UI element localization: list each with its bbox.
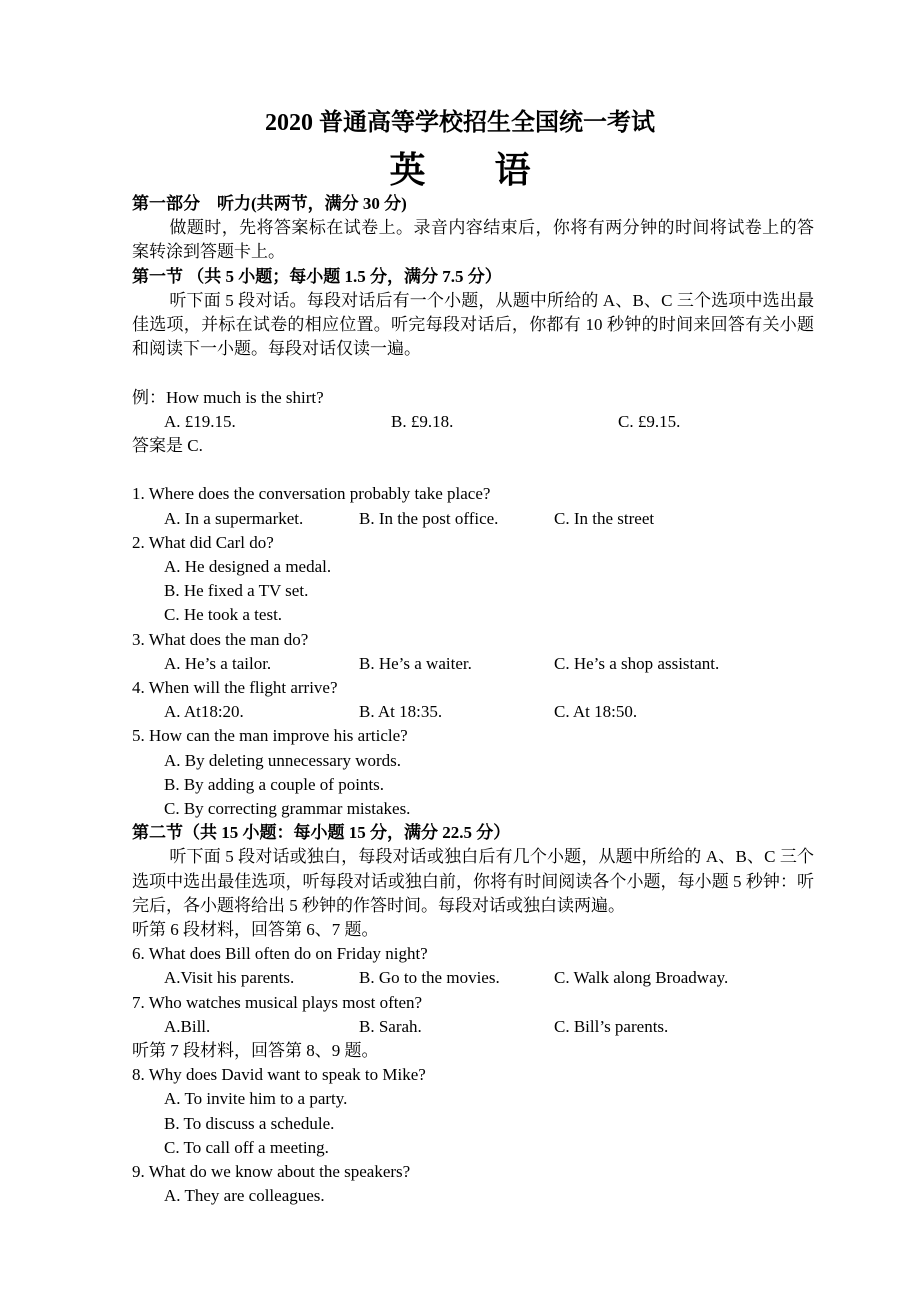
example-answer: 答案是 C. xyxy=(132,436,203,456)
subject-title: 英 语 xyxy=(389,150,561,190)
question-7-options xyxy=(132,1015,814,1039)
material-7-note: 听第 7 段材料，回答第 8、9 题。 xyxy=(132,1041,379,1061)
q2-option-a: A. He designed a medal. xyxy=(164,557,332,577)
question-6: 6. What does Bill often do on Friday night? xyxy=(132,944,428,964)
question-3-options xyxy=(132,652,814,676)
question-7: 7. Who watches musical plays most often? xyxy=(132,992,423,1012)
q1-option-a: A. In a supermarket. xyxy=(164,508,304,528)
question-9: 9. What do we know about the speakers? xyxy=(132,1162,411,1182)
example-option-c: C. £9.15. xyxy=(618,411,681,431)
question-5: 5. How can the man improve his article? xyxy=(132,726,408,746)
exam-content xyxy=(132,192,814,1209)
q1-option-c: C. In the street xyxy=(554,508,655,528)
q8-option-a: A. To invite him to a party. xyxy=(164,1089,348,1109)
q8-option-c: C. To call off a meeting. xyxy=(164,1137,329,1157)
q7-option-b: B. Sarah. xyxy=(359,1016,422,1036)
example-option-a: A. £19.15. xyxy=(164,411,236,431)
q4-option-a: A. At18:20. xyxy=(164,702,244,722)
example-options xyxy=(132,410,814,434)
q4-option-c: C. At 18:50. xyxy=(554,702,638,722)
question-1-options xyxy=(132,507,814,531)
question-1: 1. Where does the conversation probably take place? xyxy=(132,484,491,504)
question-6-options xyxy=(132,966,814,990)
q7-option-c: C. Bill’s parents. xyxy=(554,1016,669,1036)
part1-instructions: 做题时，先将答案标在试卷上。录音内容结束后，你将有两分钟的时间将试卷上的答案转涂到答题卡上。 xyxy=(132,218,814,262)
q6-option-c: C. Walk along Broadway. xyxy=(554,968,729,988)
q9-option-a: A. They are colleagues. xyxy=(164,1186,325,1206)
section1-instructions: 听下面 5 段对话。每段对话后有一个小题，从题中所给的 A、B、C 三个选项中选出最佳选项，并标在试卷的相应位置。听完每段对话后，你都有 10 秒钟的时间来回答有关小题和阅读下一小题。每段对话仅读一遍。 xyxy=(132,290,814,359)
example-option-b: B. £9.18. xyxy=(391,411,454,431)
q5-option-c: C. By correcting grammar mistakes. xyxy=(164,799,411,819)
q2-option-b: B. He fixed a TV set. xyxy=(164,581,309,601)
part1-heading: 第一部分 听力(共两节，满分 30 分) xyxy=(132,194,407,213)
example-question: 例：How much is the shirt? xyxy=(132,387,324,407)
section2-heading: 第二节（共 15 小题：每小题 15 分，满分 22.5 分） xyxy=(132,823,511,843)
section2-instructions: 听下面 5 段对话或独白，每段对话或独白后有几个小题，从题中所给的 A、B、C 三个选项中选出最佳选项，听每段对话或独白前，你将有时间阅读各个小题，每小题 5 秒钟：听完后，各小题将给出 5 秒钟的作答时间。每段对话或独白读两遍。 xyxy=(132,847,814,915)
q5-option-b: B. By adding a couple of points. xyxy=(164,774,385,794)
q3-option-b: B. He’s a waiter. xyxy=(359,653,472,673)
question-8: 8. Why does David want to speak to Mike? xyxy=(132,1065,426,1085)
exam-title: 2020 普通高等学校招生全国统一考试 xyxy=(265,110,655,136)
q3-option-a: A. He’s a tailor. xyxy=(164,653,272,673)
q7-option-a: A.Bill. xyxy=(164,1016,211,1036)
q1-option-b: B. In the post office. xyxy=(359,508,499,528)
question-4: 4. When will the flight arrive? xyxy=(132,678,338,698)
q6-option-a: A.Visit his parents. xyxy=(164,968,295,988)
q3-option-c: C. He’s a shop assistant. xyxy=(554,653,720,673)
q5-option-a: A. By deleting unnecessary words. xyxy=(164,750,402,770)
q8-option-b: B. To discuss a schedule. xyxy=(164,1113,335,1133)
spacer xyxy=(132,458,814,482)
question-4-options xyxy=(132,700,814,724)
q2-option-c: C. He took a test. xyxy=(164,605,283,625)
q6-option-b: B. Go to the movies. xyxy=(359,968,500,988)
question-3: 3. What does the man do? xyxy=(132,629,309,649)
material-6-note: 听第 6 段材料，回答第 6、7 题。 xyxy=(132,920,379,940)
section1-heading: 第一节 （共 5 小题；每小题 1.5 分，满分 7.5 分） xyxy=(132,266,502,286)
question-2: 2. What did Carl do? xyxy=(132,532,274,552)
spacer xyxy=(132,361,814,385)
q4-option-b: B. At 18:35. xyxy=(359,702,443,722)
